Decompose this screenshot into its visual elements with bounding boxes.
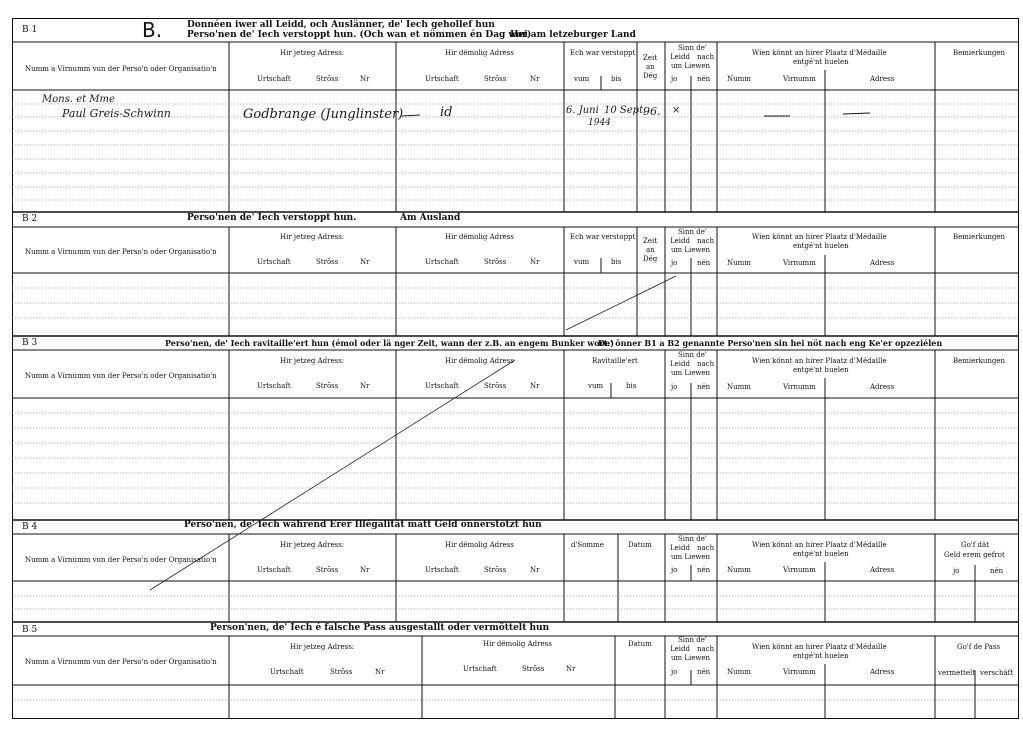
col-street-b2: Strõss <box>316 258 339 266</box>
section-title-b4: Perso'nen, de' Iech während Erer Illégalität matt Geld önnerstötzt hun <box>184 520 542 530</box>
col-pass-b5: Go'f de Pass <box>957 643 1001 651</box>
col-locality-b3: Urtschaft <box>257 382 291 390</box>
col-issued-b5: vermettelt <box>938 669 976 677</box>
hw-dash-3 <box>843 113 870 114</box>
col-supplied-b3: Ravitaille'ert <box>592 357 638 365</box>
col-yes-b1: jo <box>671 75 678 83</box>
col-sense1-b3: Sinn de' <box>678 351 707 359</box>
col-sense2-b2: Leidd <box>670 237 690 245</box>
col-former-address-b3: Hir dëmolig Adress <box>445 357 514 365</box>
col-m-addr-b5: Adress <box>870 668 895 676</box>
col-sense2-b1: Leidd <box>670 53 690 61</box>
col-m-name-b5: Numm <box>727 668 751 676</box>
col-m-addr-b3: Adress <box>870 383 895 391</box>
col-locality2-b4: Urtschaft <box>425 566 459 574</box>
section-subtitle-b2: Am Ausland <box>400 213 461 223</box>
section-id-b1: B 1 <box>22 25 38 35</box>
col-current-address-b3: Hir jetzeg Adress: <box>280 357 345 365</box>
col-time-b2: Zeit <box>643 237 658 245</box>
section-id-b2: B 2 <box>22 214 38 224</box>
col-sense3-b5: um Liewen <box>671 654 711 662</box>
col-no-b2: nén <box>697 259 711 267</box>
col-medal1-b5: Wien könnt an hirer Plaatz d'Médaille <box>752 643 887 651</box>
col-hidden-b2: Ech war verstoppt <box>570 233 636 241</box>
col-sense2b-b1: nach <box>697 53 715 61</box>
section-title-b1-line1: Donnéen iwer all Leidd, och Auslänner, de' Iech gehollef hun <box>187 20 495 30</box>
col-yes-b5: jo <box>671 668 678 676</box>
entry-year: 1944 <box>588 118 611 128</box>
section-title-b3: Perso'nen, de' Iech ravitaille'ert hun (émol oder lä nger Zeit, wann der z.B. an engem Bunker wort.) <box>165 338 614 348</box>
col-nr2-b2: Nr <box>530 258 540 266</box>
col-sense3-b3: um Liewen <box>671 369 711 377</box>
col-medal2-b5: entgé'nt huelen <box>793 652 849 660</box>
col-street2-b2: Strõss <box>484 258 507 266</box>
col-sense1-b1: Sinn de' <box>678 44 707 52</box>
col-nr-b5: Nr <box>375 668 385 676</box>
col-sense2b-b5: nach <box>697 645 715 653</box>
col-no-b5: nén <box>697 668 711 676</box>
col-to-b2: bis <box>611 258 622 266</box>
col-yes-b2: jo <box>671 259 678 267</box>
col-name-b3: Numm a Virnumm vun der Perso'n oder Organisatio'n <box>25 372 217 380</box>
col-money2-b4: Geld erem gefrot <box>944 551 1005 559</box>
col-former-address-b4: Hir dëmolig Adress <box>445 541 514 549</box>
section-id-b3: B 3 <box>22 338 38 348</box>
col-current-address-b5: Hir jetzeg Adress: <box>290 643 355 651</box>
col-nr2-b3: Nr <box>530 382 540 390</box>
section-title-b5: Person'nen, de' Iech é falsche Pass ausgestallt oder vermöttelt hun <box>210 623 550 633</box>
col-locality-b2: Urtschaft <box>257 258 291 266</box>
entry-to: 10 Sept. <box>604 105 647 116</box>
col-no-b3: nén <box>697 383 711 391</box>
col-sense3-b1: um Liewen <box>671 62 711 70</box>
col-sense1-b4: Sinn de' <box>678 535 707 543</box>
col-locality-b5: Urtschaft <box>270 668 304 676</box>
entry-address: Godbrange (Junglinster) <box>243 107 404 122</box>
col-m-first-b5: Virnumm <box>783 668 816 676</box>
page-letter: B. <box>142 18 163 42</box>
col-m-addr-b1: Adress <box>870 75 895 83</box>
col-locality2-b2: Urtschaft <box>425 258 459 266</box>
entry-name-line1: Mons. et Mme <box>42 94 115 105</box>
col-medal2-b1: entgé'nt huelen <box>793 58 849 66</box>
col-m-name-b2: Numm <box>727 259 751 267</box>
section-title-b2: Perso'nen de' Iech verstoppt hun. <box>187 213 357 223</box>
col-nr-b2: Nr <box>360 258 370 266</box>
col-money1-b4: Go'f dät <box>961 541 990 549</box>
col-nr2-b4: Nr <box>530 566 540 574</box>
col-street2-b5: Strõss <box>522 665 545 673</box>
col-time-b1: Zeit <box>643 54 658 62</box>
col-street2-b4: Strõss <box>484 566 507 574</box>
entry-former: id <box>440 105 453 120</box>
col-sense2b-b4: nach <box>697 544 715 552</box>
col-no-b4: nén <box>697 566 711 574</box>
entry-from: 6. Juni <box>566 105 599 116</box>
col-m-name-b4: Numm <box>727 566 751 574</box>
col-street-b1: Strõss <box>316 75 339 83</box>
section-title-b1-line3: Hei am letzeburger Land <box>510 30 636 40</box>
col-hidden-b1: Ech war verstoppt <box>570 49 636 57</box>
col-street2-b3: Strõss <box>484 382 507 390</box>
col-medal1-b2: Wien könnt an hirer Plaatz d'Médaille <box>752 233 887 241</box>
col-locality2-b5: Urtschaft <box>463 665 497 673</box>
col-street-b3: Strõss <box>316 382 339 390</box>
col-yes-b3: jo <box>671 383 678 391</box>
col-time3-b1: Dég <box>643 72 658 80</box>
col-m-first-b4: Virnumm <box>783 566 816 574</box>
col-sense2b-b2: nach <box>697 237 715 245</box>
col-locality-b1: Urtschaft <box>257 75 291 83</box>
section-title-b1-line2: Perso'nen de' Iech verstoppt hun. (Och wan et nömmen én Dag wor) <box>187 30 532 40</box>
col-current-address-b2: Hir jetzeg Adress: <box>280 233 345 241</box>
entry-yes-mark: × <box>672 105 681 116</box>
col-no-b1: nén <box>697 75 711 83</box>
col-street-b5: Strõss <box>330 668 353 676</box>
col-current-address-b1: Hir jetzeg Adress: <box>280 49 345 57</box>
col-time2-b2: an <box>646 246 655 254</box>
col-remarks-b2: Bemierkungen <box>953 233 1006 241</box>
col-from-b1: vum <box>574 75 590 83</box>
col-time2-b1: an <box>646 63 655 71</box>
col-nr2-b5: Nr <box>566 665 576 673</box>
col-sense2b-b3: nach <box>697 360 715 368</box>
col-sense1-b2: Sinn de' <box>678 228 707 236</box>
col-nr-b3: Nr <box>360 382 370 390</box>
section-note-b3: De' önner B1 a B2 genannte Perso'nen sin hei nöt nach eng Ke'er opzeziélen <box>598 338 943 348</box>
col-m-name-b1: Numm <box>727 75 751 83</box>
col-name-b4: Numm a Virnumm vun der Perso'n oder Organisatio'n <box>25 556 217 564</box>
col-medal2-b4: entgé'nt huelen <box>793 550 849 558</box>
col-sense1-b5: Sinn de' <box>678 636 707 644</box>
col-former-address-b1: Hir dëmolig Adress <box>445 49 514 57</box>
col-locality2-b3: Urtschaft <box>425 382 459 390</box>
col-m-name-b3: Numm <box>727 383 751 391</box>
col-sense2-b5: Leidd <box>670 645 690 653</box>
col-sense3-b4: um Liewen <box>671 553 711 561</box>
section-id-b5: B 5 <box>22 625 38 635</box>
col-nr-b1: Nr <box>360 75 370 83</box>
col-to-b3: bis <box>626 382 637 390</box>
col-forged-b5: verschäft <box>980 669 1014 677</box>
col-m-addr-b4: Adress <box>870 566 895 574</box>
col-street2-b1: Strõss <box>484 75 507 83</box>
col-yes-b4: jo <box>671 566 678 574</box>
col-medal1-b4: Wien könnt an hirer Plaatz d'Médaille <box>752 541 887 549</box>
col-sense2-b4: Leidd <box>670 544 690 552</box>
col-m-first-b3: Virnumm <box>783 383 816 391</box>
col-medal1-b1: Wien könnt an hirer Plaatz d'Médaille <box>752 49 887 57</box>
col-remarks-b1: Bemierkungen <box>953 49 1006 57</box>
col-sense3-b2: um Liewen <box>671 246 711 254</box>
col-m-addr-b2: Adress <box>870 259 895 267</box>
section-id-b4: B 4 <box>22 522 38 532</box>
col-locality-b4: Urtschaft <box>257 566 291 574</box>
col-nr-b4: Nr <box>360 566 370 574</box>
col-street-b4: Strõss <box>316 566 339 574</box>
col-nr2-b1: Nr <box>530 75 540 83</box>
entry-name-line2: Paul Greis-Schwinn <box>62 107 171 120</box>
col-from-b2: vum <box>574 258 590 266</box>
col-date-b5: Datum <box>628 640 652 648</box>
col-remarks-b3: Bemierkungen <box>953 357 1006 365</box>
col-name-b1: Numm a Virnumm vun der Perso'n oder Organisatio'n <box>25 65 217 73</box>
col-from-b3: vum <box>588 382 604 390</box>
col-m-first-b1: Virnumm <box>783 75 816 83</box>
col-medal2-b3: entgé'nt huelen <box>793 366 849 374</box>
col-sense2-b3: Leidd <box>670 360 690 368</box>
col-former-address-b2: Hir dëmolig Adress <box>445 233 514 241</box>
entry-days: 96. <box>643 105 661 118</box>
col-former-address-b5: Hir dëmolig Adress <box>483 640 552 648</box>
hw-dash-1 <box>402 115 420 116</box>
col-locality2-b1: Urtschaft <box>425 75 459 83</box>
col-sum-b4: d'Somme <box>571 541 604 549</box>
col-date-b4: Datum <box>628 541 652 549</box>
col-money-yes-b4: jo <box>953 567 960 575</box>
col-medal2-b2: entgé'nt huelen <box>793 242 849 250</box>
col-m-first-b2: Virnumm <box>783 259 816 267</box>
col-time3-b2: Dég <box>643 255 658 263</box>
col-current-address-b4: Hir jetzeg Adress: <box>280 541 345 549</box>
col-to-b1: bis <box>611 75 622 83</box>
col-medal1-b3: Wien könnt an hirer Plaatz d'Médaille <box>752 357 887 365</box>
col-money-no-b4: nén <box>990 567 1004 575</box>
col-name-b2: Numm a Virnumm vun der Perso'n oder Organisatio'n <box>25 248 217 256</box>
col-name-b5: Numm a Virnumm vun der Perso'n oder Organisatio'n <box>25 658 217 666</box>
